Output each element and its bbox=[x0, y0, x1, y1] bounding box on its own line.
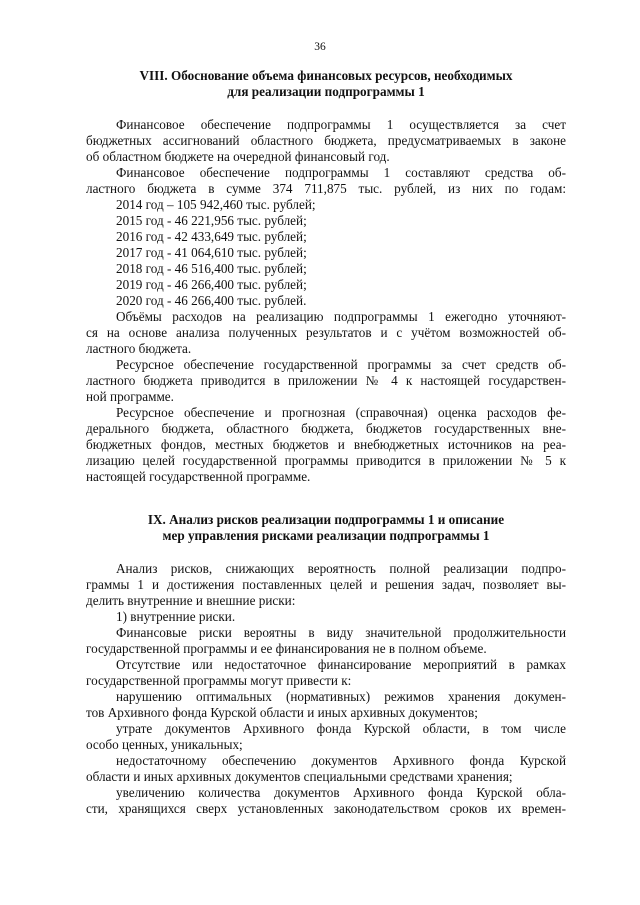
text-line: государственной программы и ее финансирования не в полном объеме. bbox=[86, 641, 487, 656]
section-9-paragraph-1 bbox=[86, 561, 566, 609]
section-9-paragraph-7 bbox=[86, 785, 566, 817]
funding-year-item: 2016 год - 42 433,649 тыс. рублей; bbox=[116, 229, 307, 244]
section-8-paragraph-5 bbox=[86, 405, 566, 485]
section-8-paragraph-2 bbox=[86, 165, 566, 197]
text-line: ной программе. bbox=[86, 389, 174, 404]
text-line: Финансовые риски вероятны в виду значительной продолжительности bbox=[116, 625, 566, 640]
section-9-body bbox=[86, 561, 566, 817]
text-line: делить внутренние и внешние риски: bbox=[86, 593, 296, 608]
text-line: Финансовое обеспечение подпрограммы 1 осуществляется за счет bbox=[116, 117, 566, 132]
text-line: увеличению количества документов Архивного фонда Курской обла- bbox=[116, 785, 566, 800]
funding-year-item: 2017 год - 41 064,610 тыс. рублей; bbox=[116, 245, 307, 260]
section-9-heading-line-2: мер управления рисками реализации подпрограммы 1 bbox=[162, 528, 490, 543]
text-line: Ресурсное обеспечение государственной программы за счет средств об- bbox=[116, 357, 566, 372]
text-line: сти, хранящихся сверх установленных законодательством сроков их времен- bbox=[86, 801, 566, 816]
text-line: Ресурсное обеспечение и прогнозная (справочная) оценка расходов фе- bbox=[116, 405, 566, 420]
section-8-heading bbox=[86, 68, 566, 100]
text-line: области и иных архивных документов специальными средствами хранения; bbox=[86, 769, 513, 784]
funding-year-item: 2015 год - 46 221,956 тыс. рублей; bbox=[116, 213, 307, 228]
section-9-heading-line-1: IX. Анализ рисков реализации подпрограммы 1 и описание bbox=[147, 512, 505, 527]
text-line: Отсутствие или недостаточное финансирование мероприятий в рамках bbox=[116, 657, 566, 672]
text-line: Финансовое обеспечение подпрограммы 1 составляют средства об- bbox=[116, 165, 566, 180]
section-9-paragraph-3 bbox=[86, 657, 566, 689]
text-line: ластного бюджета. bbox=[86, 341, 192, 356]
text-line: Анализ рисков, снижающих вероятность полной реализации подпро- bbox=[116, 561, 566, 576]
text-line: ластного бюджета приводится в приложении № 4 к настоящей государствен- bbox=[86, 373, 566, 388]
funding-year-item: 2018 год - 46 516,400 тыс. рублей; bbox=[116, 261, 307, 276]
text-line: тов Архивного фонда Курской области и иных архивных документов; bbox=[86, 705, 478, 720]
text-line: ластного бюджета в сумме 374 711,875 тыс. рублей, из них по годам: bbox=[86, 181, 566, 196]
text-line: недостаточному обеспечению документов Архивного фонда Курской bbox=[116, 753, 566, 768]
text-line: бюджетных ассигнований областного бюджета, предусматриваемых в законе bbox=[86, 133, 566, 148]
text-line: дерального бюджета, областного бюджета, бюджетов государственных вне- bbox=[86, 421, 566, 436]
internal-risks-item: 1) внутренние риски. bbox=[116, 609, 236, 624]
section-9-paragraph-2 bbox=[86, 625, 566, 657]
section-8-paragraph-4 bbox=[86, 357, 566, 405]
text-line: настоящей государственной программе. bbox=[86, 469, 311, 484]
section-8-heading-line-2: для реализации подпрограммы 1 bbox=[227, 84, 425, 99]
text-line: нарушению оптимальных (нормативных) режимов хранения докумен- bbox=[116, 689, 566, 704]
section-9-heading bbox=[86, 512, 566, 544]
funding-year-item: 2019 год - 46 266,400 тыс. рублей; bbox=[116, 277, 307, 292]
text-line: граммы 1 и достижения поставленных целей и решения задач, позволяет вы- bbox=[86, 577, 566, 592]
text-line: Объёмы расходов на реализацию подпрограммы 1 ежегодно уточняют- bbox=[116, 309, 566, 324]
section-9-paragraph-5 bbox=[86, 721, 566, 753]
text-line: особо ценных, уникальных; bbox=[86, 737, 243, 752]
text-line: государственной программы могут привести к: bbox=[86, 673, 352, 688]
section-9-paragraph-4 bbox=[86, 689, 566, 721]
funding-by-year-list bbox=[86, 197, 566, 309]
text-line: об областном бюджете на очередной финансовый год. bbox=[86, 149, 390, 164]
text-line: утрате документов Архивного фонда Курской области, в том числе bbox=[116, 721, 566, 736]
section-8-heading-line-1: VIII. Обоснование объема финансовых ресурсов, необходимых bbox=[139, 68, 513, 83]
section-8-paragraph-3 bbox=[86, 309, 566, 357]
section-8-body bbox=[86, 117, 566, 485]
section-9-paragraph-6 bbox=[86, 753, 566, 785]
funding-year-item: 2020 год - 46 266,400 тыс. рублей. bbox=[116, 293, 307, 308]
page-number: 36 bbox=[314, 41, 326, 53]
funding-year-item: 2014 год – 105 942,460 тыс. рублей; bbox=[116, 197, 316, 212]
text-line: лизацию целей государственной программы приводится в приложении № 5 к bbox=[86, 453, 566, 468]
text-line: ся на основе анализа полученных результатов и с учётом возможностей об- bbox=[86, 325, 566, 340]
text-line: бюджетных фондов, местных бюджетов и внебюджетных источников на реа- bbox=[86, 437, 566, 452]
section-8-paragraph-1 bbox=[86, 117, 566, 165]
